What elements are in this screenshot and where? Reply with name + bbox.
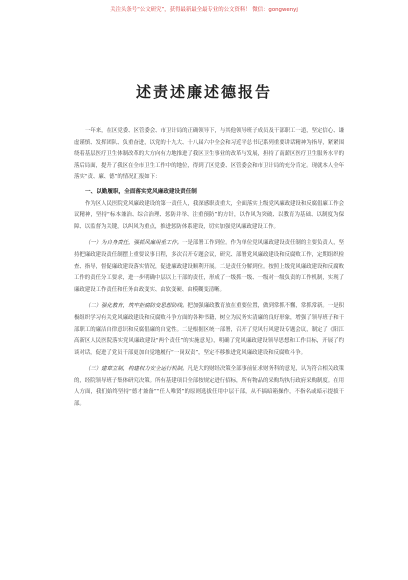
document-body	[74, 126, 344, 411]
intro-paragraph: 一年来，在区党委、区管委会、市卫计局的正确领导下，与其他领导班子成员及干部职工一道，坚定信心、谦虚谨慎、发挥团队、负重奋进，以党的十九大、十八届六中全会和习近平总书记系列重要讲话精神为指导，紧紧围绕着基层医疗卫生体制改革的大方向有力地推进了我区卫生事业的改革与发展，担持了南薪区医疗卫生服务水平的落后局面，提升了我区在全市卫生工作中的地位，得到了区党委、区管委会和市卫计局的充分肯定。现就本人全年落实“责、廉、德”的情况汇报如下：	[74, 128, 344, 181]
subsection-3-text: 凡是大的财经决策全部事前征求财务科的意见，认为符合相关政策的，经院领导班子集体研究决策。所有基建项目全部按规定进行招标，所有物品的采购均执行政府采购制度。在用人方面，我们始终坚持“德才兼备”“任人唯贤”的原则选拔任用中层干部，从不搞暗箱操作，不指名或暗示提拔干部。	[74, 366, 344, 408]
subsection-3-lead: （三）建章立制，构建权力安全运行机制。	[85, 366, 188, 373]
section-heading-1: 一、以勤履职，全面落实党风廉政建设责任制	[85, 188, 197, 195]
section-1-paragraph: 作为区人民医院党风廉政建设的第一责任人，我深感职责重大，全面落实上级党风廉政建设和反腐倡廉工作会议精神，坚持“标本兼治、综合治理、惩防并举、注重预防”的方针，以作风为突破、以教育为基础、以制度为保障、以监督为关键，以纠风为重点，推进惩防体系建设，切实加强党风廉政建设工作。	[74, 200, 344, 230]
subsection-1-text: 一是部署工作到位。作为单位党风廉政建设责任制的主要负责人，坚持把廉政建设责任制摆上重要议事日程，多次召开专题会议，研究、部署党风廉政建设和反腐败工作，定期组织检查、指导，督促廉政建设落实情况，促进廉政建设顺利开展。二是责任分解到位。按照上级党风廉政建设和反腐败工作的责任分工要求，进一步明确中层以上干部的责任，形成了一级抓一级、一级对一级负责的工作机制，实现了廉政建设工作责任和任务由政变实、由软变硬、由模糊变清晰。	[74, 240, 344, 293]
subsection-2-text: 把加强廉政教育放在重要位置，做到常抓不懈，常抓常新。一是积极组织学习有关党风廉政建设和反腐败斗争方面的各种书籍，树立为民务实清廉的良好形象，增强了领导班子和干部职工的廉洁自律意识和反腐倡廉的自觉性。二是根据区统一部署，召开了党风行风建设专题会议，制定了《阳江高新区人民医院落实党风廉政建设“两个责任”的实施意见》，明确了党风廉政建设领导思想和工作目标，开展了约谈对话，促进了党员干部更加自觉地履行“一岗双责”，坚定不移推进党风廉政建设和反腐败斗争。	[74, 303, 344, 356]
subsection-1-paragraph	[74, 238, 344, 296]
subsection-2-lead: （二）强化教育，筑牢拒腐防变思想防线。	[85, 303, 188, 310]
subsection-2-paragraph	[74, 301, 344, 359]
promo-banner: 关注头条号“公文研究”，获得最新最全最专业的公文资料！ 微信：gongwenyj	[110, 7, 298, 13]
subsection-1-lead: （一）为自身责任，强抓风廉用重工作。	[85, 240, 183, 247]
document-title: 述责述廉述德报告	[135, 83, 272, 101]
subsection-3-paragraph	[74, 364, 344, 410]
